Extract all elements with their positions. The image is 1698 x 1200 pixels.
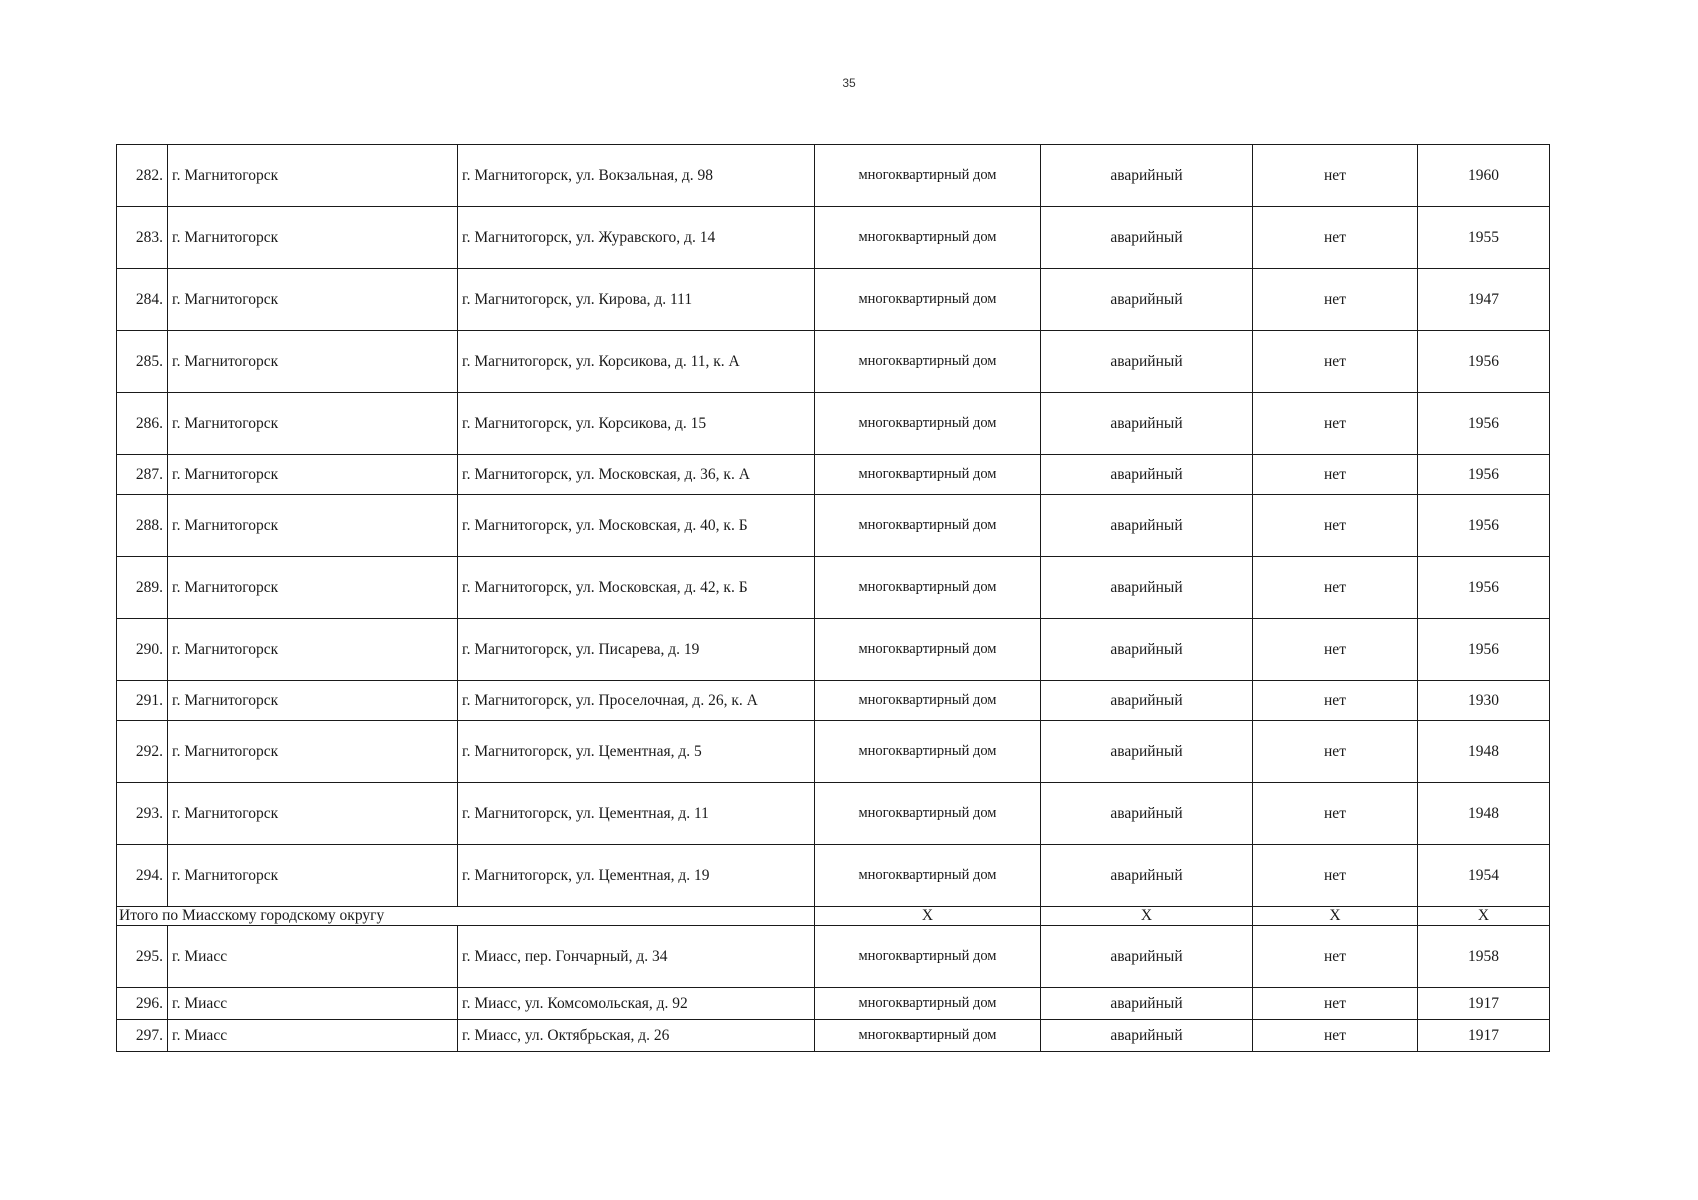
subtotal-mark: Х — [1418, 907, 1550, 926]
subtotal-label: Итого по Миасскому городскому округу — [117, 907, 815, 926]
building-type-cell: многоквартирный дом — [815, 557, 1041, 619]
municipality-cell: г. Магнитогорск — [168, 331, 458, 393]
flag-cell: нет — [1253, 783, 1418, 845]
municipality-cell: г. Магнитогорск — [168, 455, 458, 495]
municipality-cell: г. Магнитогорск — [168, 393, 458, 455]
condition-cell: аварийный — [1041, 495, 1253, 557]
municipality-cell: г. Магнитогорск — [168, 495, 458, 557]
building-type-cell: многоквартирный дом — [815, 393, 1041, 455]
year-cell: 1956 — [1418, 393, 1550, 455]
subtotal-mark: Х — [1253, 907, 1418, 926]
year-cell: 1954 — [1418, 845, 1550, 907]
municipality-cell: г. Магнитогорск — [168, 269, 458, 331]
address-cell: г. Магнитогорск, ул. Кирова, д. 111 — [458, 269, 815, 331]
flag-cell: нет — [1253, 1020, 1418, 1052]
condition-cell: аварийный — [1041, 721, 1253, 783]
row-number: 284. — [117, 269, 168, 331]
table-row — [117, 455, 1550, 495]
table-row — [117, 269, 1550, 331]
address-cell: г. Магнитогорск, ул. Проселочная, д. 26, к. А — [458, 681, 815, 721]
municipality-cell: г. Магнитогорск — [168, 619, 458, 681]
flag-cell: нет — [1253, 207, 1418, 269]
row-number: 291. — [117, 681, 168, 721]
year-cell: 1960 — [1418, 145, 1550, 207]
municipality-cell: г. Магнитогорск — [168, 681, 458, 721]
flag-cell: нет — [1253, 845, 1418, 907]
row-number: 295. — [117, 926, 168, 988]
building-type-cell: многоквартирный дом — [815, 269, 1041, 331]
page-number: 35 — [842, 76, 856, 90]
municipality-cell: г. Миасс — [168, 1020, 458, 1052]
condition-cell: аварийный — [1041, 145, 1253, 207]
table-row — [117, 721, 1550, 783]
row-number: 290. — [117, 619, 168, 681]
year-cell: 1956 — [1418, 455, 1550, 495]
condition-cell: аварийный — [1041, 269, 1253, 331]
flag-cell: нет — [1253, 681, 1418, 721]
building-type-cell: многоквартирный дом — [815, 145, 1041, 207]
municipality-cell: г. Магнитогорск — [168, 145, 458, 207]
row-number: 292. — [117, 721, 168, 783]
year-cell: 1956 — [1418, 495, 1550, 557]
flag-cell: нет — [1253, 926, 1418, 988]
address-cell: г. Магнитогорск, ул. Журавского, д. 14 — [458, 207, 815, 269]
housing-registry-table — [116, 144, 1550, 1052]
registry-body — [117, 145, 1550, 1052]
subtotal-mark: Х — [1041, 907, 1253, 926]
row-number: 287. — [117, 455, 168, 495]
table-row — [117, 1020, 1550, 1052]
row-number: 285. — [117, 331, 168, 393]
year-cell: 1917 — [1418, 1020, 1550, 1052]
row-number: 282. — [117, 145, 168, 207]
condition-cell: аварийный — [1041, 681, 1253, 721]
flag-cell: нет — [1253, 721, 1418, 783]
row-number: 297. — [117, 1020, 168, 1052]
row-number: 283. — [117, 207, 168, 269]
condition-cell: аварийный — [1041, 988, 1253, 1020]
year-cell: 1956 — [1418, 619, 1550, 681]
address-cell: г. Магнитогорск, ул. Цементная, д. 5 — [458, 721, 815, 783]
table-row — [117, 495, 1550, 557]
municipality-cell: г. Магнитогорск — [168, 557, 458, 619]
address-cell: г. Миасс, пер. Гончарный, д. 34 — [458, 926, 815, 988]
building-type-cell: многоквартирный дом — [815, 681, 1041, 721]
year-cell: 1947 — [1418, 269, 1550, 331]
condition-cell: аварийный — [1041, 331, 1253, 393]
building-type-cell: многоквартирный дом — [815, 455, 1041, 495]
condition-cell: аварийный — [1041, 619, 1253, 681]
municipality-cell: г. Магнитогорск — [168, 721, 458, 783]
address-cell: г. Магнитогорск, ул. Цементная, д. 11 — [458, 783, 815, 845]
row-number: 286. — [117, 393, 168, 455]
year-cell: 1956 — [1418, 331, 1550, 393]
row-number: 293. — [117, 783, 168, 845]
table-row — [117, 783, 1550, 845]
address-cell: г. Магнитогорск, ул. Московская, д. 42, к. Б — [458, 557, 815, 619]
address-cell: г. Магнитогорск, ул. Вокзальная, д. 98 — [458, 145, 815, 207]
condition-cell: аварийный — [1041, 845, 1253, 907]
condition-cell: аварийный — [1041, 393, 1253, 455]
address-cell: г. Магнитогорск, ул. Писарева, д. 19 — [458, 619, 815, 681]
flag-cell: нет — [1253, 557, 1418, 619]
address-cell: г. Миасс, ул. Октябрьская, д. 26 — [458, 1020, 815, 1052]
table-row — [117, 926, 1550, 988]
flag-cell: нет — [1253, 145, 1418, 207]
building-type-cell: многоквартирный дом — [815, 619, 1041, 681]
address-cell: г. Миасс, ул. Комсомольская, д. 92 — [458, 988, 815, 1020]
year-cell: 1948 — [1418, 721, 1550, 783]
flag-cell: нет — [1253, 269, 1418, 331]
municipality-cell: г. Магнитогорск — [168, 845, 458, 907]
building-type-cell: многоквартирный дом — [815, 721, 1041, 783]
address-cell: г. Магнитогорск, ул. Корсикова, д. 15 — [458, 393, 815, 455]
building-type-cell: многоквартирный дом — [815, 207, 1041, 269]
subtotal-mark: Х — [815, 907, 1041, 926]
building-type-cell: многоквартирный дом — [815, 988, 1041, 1020]
flag-cell: нет — [1253, 495, 1418, 557]
table-row — [117, 988, 1550, 1020]
year-cell: 1955 — [1418, 207, 1550, 269]
address-cell: г. Магнитогорск, ул. Московская, д. 36, к. А — [458, 455, 815, 495]
building-type-cell: многоквартирный дом — [815, 845, 1041, 907]
year-cell: 1930 — [1418, 681, 1550, 721]
table-row — [117, 393, 1550, 455]
table-row — [117, 681, 1550, 721]
condition-cell: аварийный — [1041, 207, 1253, 269]
building-type-cell: многоквартирный дом — [815, 926, 1041, 988]
flag-cell: нет — [1253, 393, 1418, 455]
condition-cell: аварийный — [1041, 926, 1253, 988]
address-cell: г. Магнитогорск, ул. Корсикова, д. 11, к. А — [458, 331, 815, 393]
year-cell: 1958 — [1418, 926, 1550, 988]
table-row — [117, 331, 1550, 393]
municipality-cell: г. Магнитогорск — [168, 207, 458, 269]
municipality-cell: г. Магнитогорск — [168, 783, 458, 845]
row-number: 289. — [117, 557, 168, 619]
condition-cell: аварийный — [1041, 557, 1253, 619]
row-number: 294. — [117, 845, 168, 907]
table-row — [117, 207, 1550, 269]
condition-cell: аварийный — [1041, 455, 1253, 495]
condition-cell: аварийный — [1041, 1020, 1253, 1052]
table-row — [117, 145, 1550, 207]
municipality-cell: г. Миасс — [168, 926, 458, 988]
subtotal-row — [117, 907, 1550, 926]
building-type-cell: многоквартирный дом — [815, 783, 1041, 845]
flag-cell: нет — [1253, 619, 1418, 681]
address-cell: г. Магнитогорск, ул. Московская, д. 40, к. Б — [458, 495, 815, 557]
table-row — [117, 557, 1550, 619]
building-type-cell: многоквартирный дом — [815, 1020, 1041, 1052]
flag-cell: нет — [1253, 331, 1418, 393]
flag-cell: нет — [1253, 455, 1418, 495]
building-type-cell: многоквартирный дом — [815, 495, 1041, 557]
row-number: 296. — [117, 988, 168, 1020]
row-number: 288. — [117, 495, 168, 557]
address-cell: г. Магнитогорск, ул. Цементная, д. 19 — [458, 845, 815, 907]
year-cell: 1956 — [1418, 557, 1550, 619]
building-type-cell: многоквартирный дом — [815, 331, 1041, 393]
table-row — [117, 619, 1550, 681]
municipality-cell: г. Миасс — [168, 988, 458, 1020]
year-cell: 1917 — [1418, 988, 1550, 1020]
flag-cell: нет — [1253, 988, 1418, 1020]
year-cell: 1948 — [1418, 783, 1550, 845]
table-row — [117, 845, 1550, 907]
condition-cell: аварийный — [1041, 783, 1253, 845]
